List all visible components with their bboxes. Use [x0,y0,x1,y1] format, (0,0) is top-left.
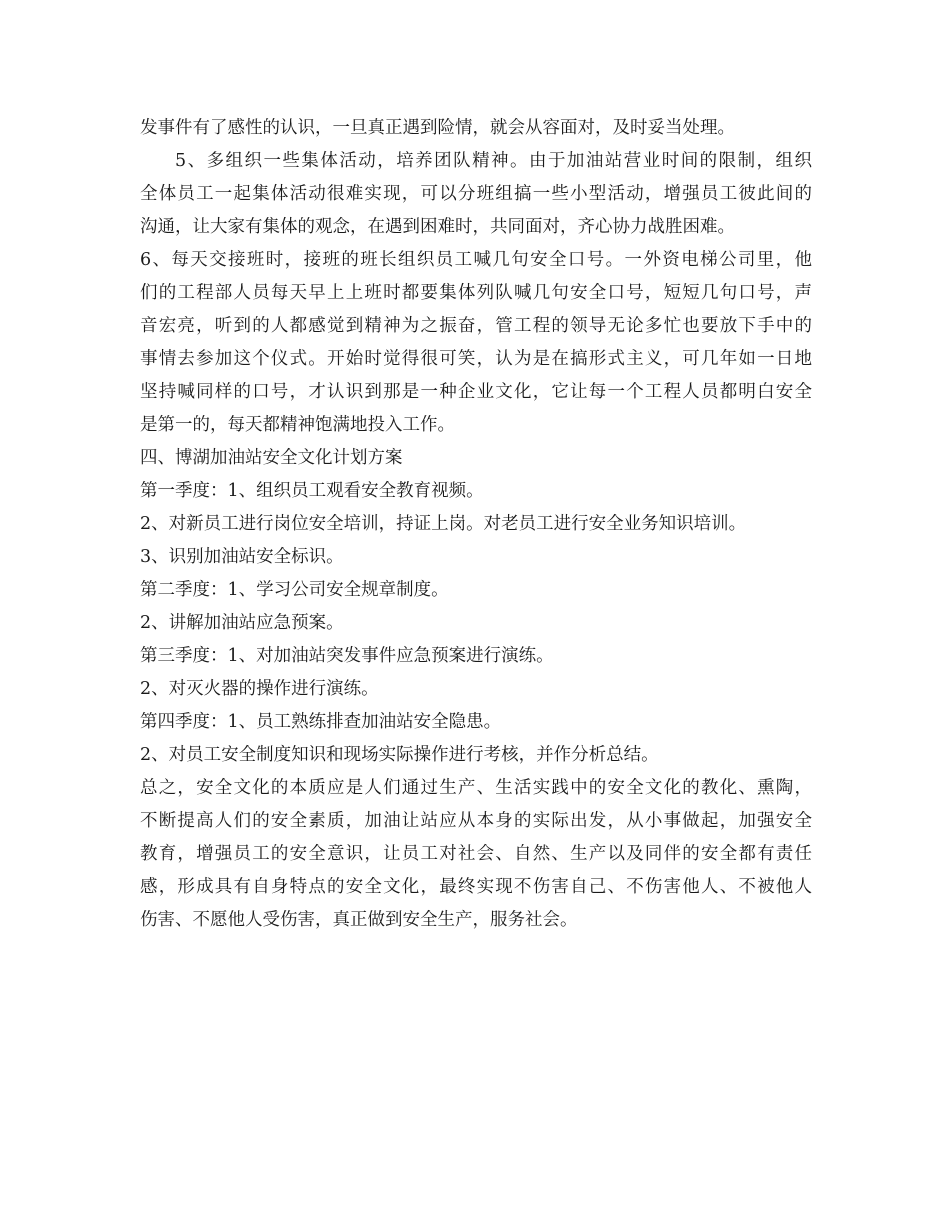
text-line: 全体员工一起集体活动很难实现，可以分班组搞一些小型活动，增强员工彼此间的 [140,184,812,204]
text-line: 坚持喊同样的口号，才认识到那是一种企业文化，它让每一个工程人员都明白安全 [140,382,812,402]
text-line: 6、每天交接班时，接班的班长组织员工喊几句安全口号。一外资电梯公司里，他 [140,250,812,270]
text-line: 感，形成具有自身特点的安全文化，最终实现不伤害自己、不伤害他人、不被他人 [140,877,812,897]
text-line: 2、讲解加油站应急预案。 [140,613,344,633]
text-line: 总之，安全文化的本质应是人们通过生产、生活实践中的安全文化的教化、熏陶， [140,778,812,798]
text-line: 2、对新员工进行岗位安全培训，持证上岗。对老员工进行安全业务知识培训。 [140,514,747,534]
text-line: 第一季度：1、组织员工观看安全教育视频。 [140,481,484,501]
text-line: 2、对员工安全制度知识和现场实际操作进行考核，并作分析总结。 [140,745,659,765]
text-line: 3、识别加油站安全标识。 [140,547,344,567]
text-line: 发事件有了感性的认识，一旦真正遇到险情，就会从容面对，及时妥当处理。 [140,118,735,138]
text-line: 是第一的，每天都精神饱满地投入工作。 [140,415,455,435]
text-line: 伤害、不愿他人受伤害，真正做到安全生产，服务社会。 [140,910,578,930]
text-line: 事情去参加这个仪式。开始时觉得很可笑，认为是在搞形式主义，可几年如一日地 [140,349,812,369]
text-line: 教育，增强员工的安全意识，让员工对社会、自然、生产以及同伴的安全都有责任 [140,844,812,864]
text-line: 2、对灭火器的操作进行演练。 [140,679,379,699]
text-line: 5、多组织一些集体活动，培养团队精神。由于加油站营业时间的限制，组织 [175,151,812,171]
text-line: 第二季度：1、学习公司安全规章制度。 [140,580,449,600]
text-line: 音宏亮，听到的人都感觉到精神为之振奋，管工程的领导无论多忙也要放下手中的 [140,316,812,336]
document-body [140,112,812,937]
text-line: 不断提高人们的安全素质，加油让站应从本身的实际出发，从小事做起，加强安全 [140,811,812,831]
text-line: 们的工程部人员每天早上上班时都要集体列队喊几句安全口号，短短几句口号，声 [140,283,812,303]
text-line: 第四季度：1、员工熟练排查加油站安全隐患。 [140,712,502,732]
text-line: 沟通，让大家有集体的观念，在遇到困难时，共同面对，齐心协力战胜困难。 [140,217,735,237]
text-line: 第三季度：1、对加油站突发事件应急预案进行演练。 [140,646,554,666]
text-line: 四、博湖加油站安全文化计划方案 [140,448,403,468]
